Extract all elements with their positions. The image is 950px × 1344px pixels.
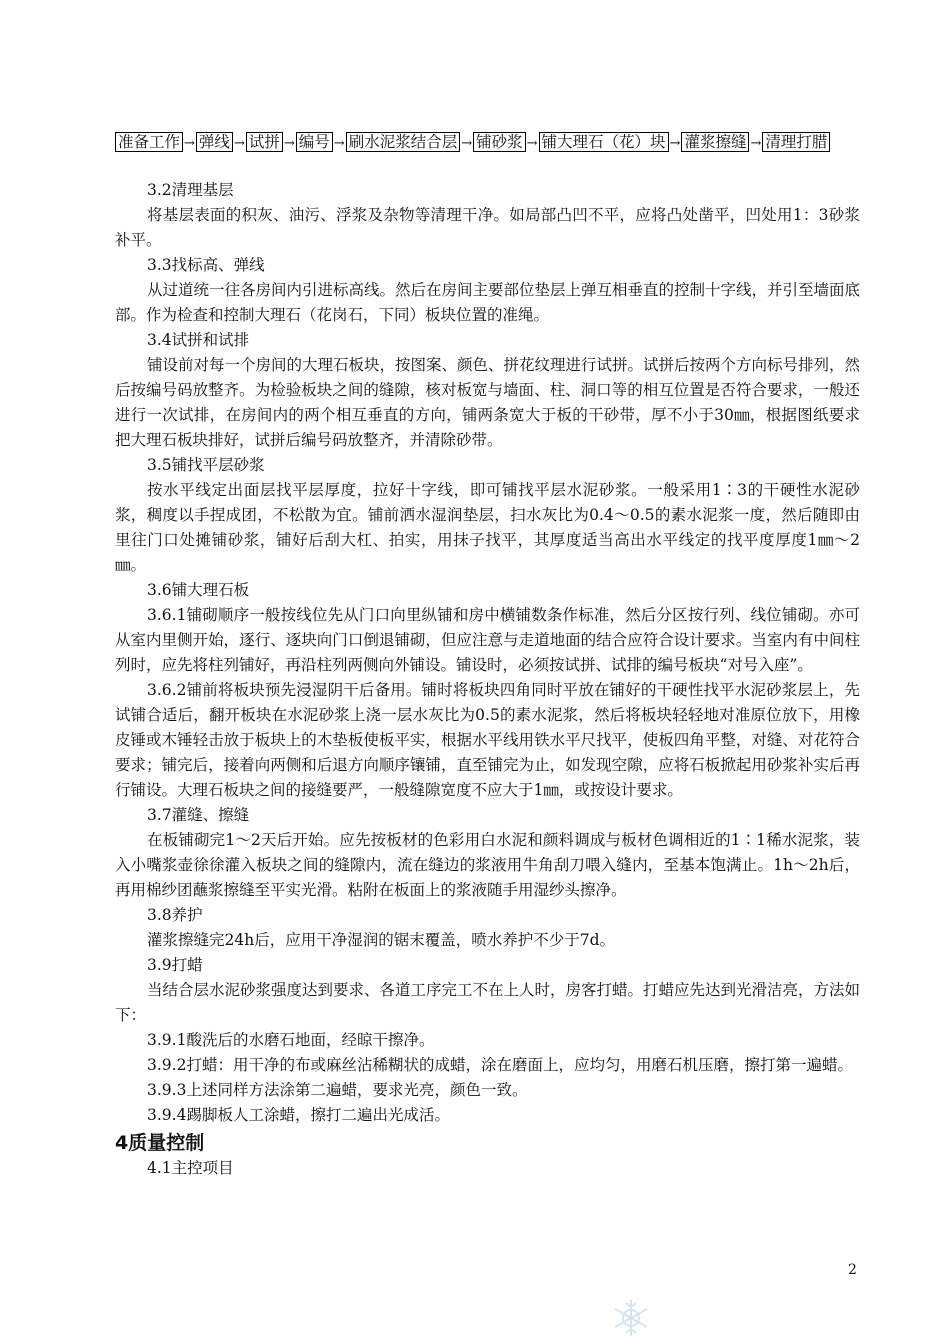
document-body [115,178,860,1181]
paragraph: 3.9.1酸洗后的水磨石地面，经晾干擦净。 [147,1031,435,1049]
flow-step: 编号 [296,132,333,152]
subsection-heading: 3.8养护 [147,906,203,924]
section-heading: 4质量控制 [115,1132,205,1154]
flow-arrow: → [184,136,195,151]
paragraph: 3.9.3上述同样方法涂第二遍蜡，要求光亮，颜色一致。 [147,1081,528,1099]
snowflake-logo-icon [596,1296,666,1340]
subsection-heading: 3.3找标高、弹线 [147,256,265,274]
paragraph: 在板铺砌完1～2天后开始。应先按板材的色彩用白水泥和颜料调成与板材色调相近的1∶1稀水泥浆，装入小嘴浆壶徐徐灌入板块之间的缝隙内，流在缝边的浆液用牛角刮刀喂入缝内，至基本饱满止。1h～2h后，再用棉纱团蘸浆擦缝至平实光滑。粘附在板面上的浆液随手用湿纱头擦净。 [115,831,860,899]
flow-arrow: → [526,136,538,151]
subsection-heading: 3.4试拼和试排 [147,331,250,349]
flow-step: 铺砂浆 [473,132,526,152]
flow-arrow: → [750,136,762,151]
paragraph: 3.6.2铺前将板块预先浸湿阴干后备用。铺时将板块四角同时平放在铺好的干硬性找平水泥砂浆层上，先试铺合适后，翻开板块在水泥砂浆上浇一层水灰比为0.5的素水泥浆，然后将板块轻轻地对准原位放下，用橡皮锤或木锤轻击放于板块上的木垫板使板平实，根据水平线用铁水平尺找平，使板四角平整，对缝、对花符合要求；铺完后，接着向两侧和后退方向顺序镶铺，直至铺完为止，如发现空隙，应将石板掀起用砂浆补实后再行铺设。大理石板块之间的接缝要严，一般缝隙宽度不应大于1㎜，或按设计要求。 [115,681,860,799]
subsection-heading: 3.9打蜡 [147,956,203,974]
paragraph: 从过道统一往各房间内引进标高线。然后在房间主要部位垫层上弹互相垂直的控制十字线，并引至墙面底部。作为检查和控制大理石（花岗石，下同）板块位置的准绳。 [115,281,861,324]
paragraph: 将基层表面的积灰、油污、浮浆及杂物等清理干净。如局部凸凹不平，应将凸处凿平，凹处用1：3砂浆补平。 [115,206,860,249]
subsection-heading: 3.6铺大理石板 [147,581,250,599]
paragraph: 灌浆擦缝完24h后，应用干净湿润的锯末覆盖，喷水养护不少于7d。 [147,931,615,949]
subsection-heading: 3.5铺找平层砂浆 [147,456,265,474]
paragraph: 按水平线定出面层找平层厚度，拉好十字线，即可铺找平层水泥砂浆。一般采用1∶3的干硬性水泥砂浆，稠度以手捏成团，不松散为宜。铺前洒水湿润垫层，扫水灰比为0.4～0.5的素水泥浆一度，然后随即由里往门口处摊铺砂浆，铺好后刮大杠、拍实，用抹子找平，其厚度适当高出水平线定的找平度厚度1㎜～2㎜。 [115,481,860,574]
flow-step: 弹线 [196,132,233,152]
flow-step: 刷水泥浆结合层 [346,132,461,152]
subsection-heading: 4.1主控项目 [147,1159,234,1177]
paragraph: 当结合层水泥砂浆强度达到要求、各道工序完工不在上人时，房客打蜡。打蜡应先达到光滑洁亮，方法如下： [115,981,861,1024]
flow-arrow: → [669,136,681,151]
flow-arrow: → [461,136,473,151]
flow-step: 试拼 [246,132,283,152]
paragraph: 铺设前对每一个房间的大理石板块，按图案、颜色、拼花纹理进行试拼。试拼后按两个方向标号排列，然后按编号码放整齐。为检验板块之间的缝隙，核对板宽与墙面、柱、洞口等的相互位置是否符合要求，一般还进行一次试排，在房间内的两个相互垂直的方向，铺两条宽大于板的干砂带，厚不小于30㎜，根据图纸要求把大理石板块排好，试拼后编号码放整齐，并清除砂带。 [115,356,861,449]
paragraph: 3.9.2打蜡：用干净的布或麻丝沾稀糊状的成蜡，涂在磨面上，应均匀，用磨石机压磨，擦打第一遍蜡。 [147,1056,853,1074]
paragraph: 3.9.4踢脚板人工涂蜡，擦打二遍出光成活。 [147,1106,450,1124]
flow-arrow: → [283,136,295,151]
page-number: 2 [848,1262,857,1278]
subsection-heading: 3.2清理基层 [147,181,234,199]
flow-arrow: → [333,136,345,151]
subsection-heading: 3.7灌缝、擦缝 [147,806,250,824]
flow-step: 铺大理石（花）块 [539,132,669,152]
flow-arrow: → [233,136,245,151]
flow-step: 清理打腊 [762,132,830,152]
flow-step: 灌浆擦缝 [681,132,749,152]
paragraph: 3.6.1铺砌顺序一般按线位先从门口向里纵铺和房中横铺数条作标准，然后分区按行列、线位铺砌。亦可从室内里侧开始，逐行、逐块向门口倒退铺砌，但应注意与走道地面的结合应符合设计要求。当室内有中间柱列时，应先将柱列铺好，再沿柱列两侧向外铺设。铺设时，必须按试拼、试排的编号板块“对号入座”。 [115,606,860,674]
flow-step: 准备工作 [115,132,183,152]
process-flow [115,131,860,155]
